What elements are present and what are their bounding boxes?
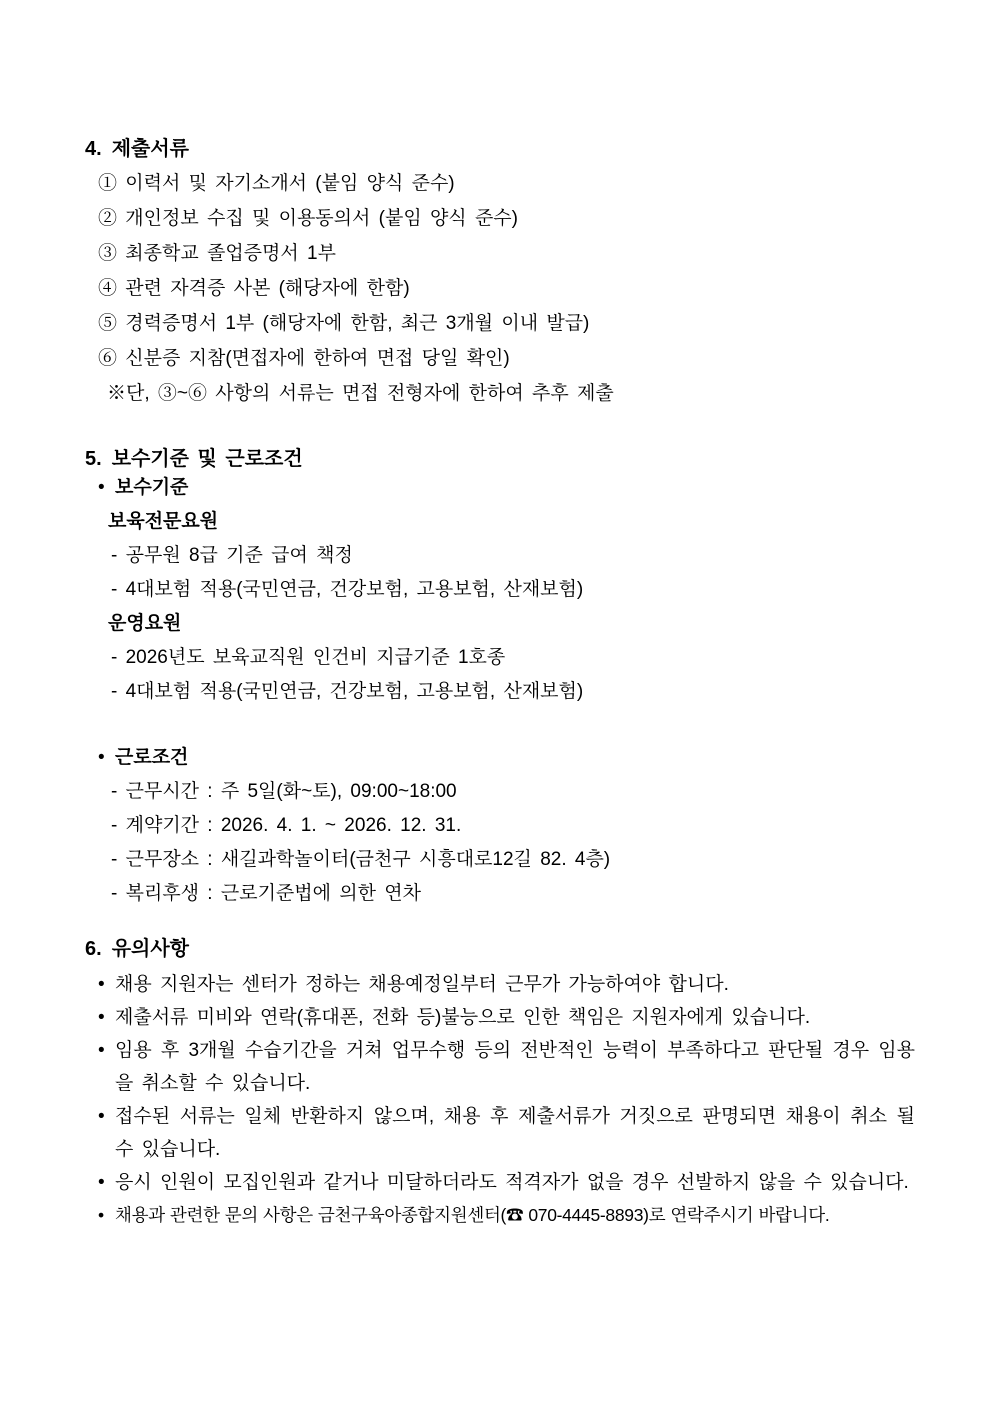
work-hours-line: - 근무시간 : 주 5일(화~토), 09:00~18:00 <box>111 781 457 802</box>
section-submission-documents <box>85 137 915 411</box>
document-item-3: ③ 최종학교 졸업증명서 1부 <box>98 243 336 264</box>
bullet-glyph: • <box>98 747 105 768</box>
operation-staff-subtitle: 운영요원 <box>108 613 182 634</box>
document-item-2: ② 개인정보 수집 및 이용동의서 (붙임 양식 준수) <box>98 208 518 229</box>
notes-list <box>85 968 915 1232</box>
work-location-line: - 근무장소 : 새길과학놀이터(금천구 시흥대로12길 82. 4층) <box>111 849 611 870</box>
bullet-glyph: • <box>98 1172 105 1193</box>
section-4-items <box>85 166 915 411</box>
pay-detail-line: - 공무원 8급 기준 급여 책정 <box>111 545 353 566</box>
note-item <box>85 1001 915 1034</box>
contract-period-line: - 계약기간 : 2026. 4. 1. ~ 2026. 12. 31. <box>111 815 462 836</box>
work-conditions-label: 근로조건 <box>115 747 189 768</box>
section-5-heading <box>85 447 915 471</box>
note-item <box>85 1166 915 1199</box>
bullet-glyph: • <box>98 477 105 498</box>
work-conditions-block <box>85 741 915 911</box>
note-text: 임용 후 3개월 수습기간을 거쳐 업무수행 등의 전반적인 능력이 부족하다고 판단될 경우 임용을 취소할 수 있습니다. <box>115 1040 915 1094</box>
section-4-title: 제출서류 <box>111 138 189 160</box>
note-text: 제출서류 미비와 연락(휴대폰, 전화 등)불능으로 인한 책임은 지원자에게 있습니다. <box>115 1007 811 1028</box>
section-6-number: 6. <box>85 938 102 960</box>
pay-detail-line: - 4대보험 적용(국민연금, 건강보험, 고용보험, 산재보험) <box>111 579 584 600</box>
note-item <box>85 1100 915 1166</box>
section-5-number: 5. <box>85 448 102 470</box>
section-6-heading <box>85 937 915 961</box>
bullet-glyph: • <box>98 1040 105 1061</box>
contact-note-text: 채용과 관련한 문의 사항은 금천구육아종합지원센터(☎ 070-4445-8893)로 연락주시기 바랍니다. <box>115 1205 830 1225</box>
note-item <box>85 968 915 1001</box>
note-item <box>85 1034 915 1100</box>
work-conditions-heading <box>85 741 915 775</box>
section-notes <box>85 937 915 1232</box>
document-item-4: ④ 관련 자격증 사본 (해당자에 한함) <box>98 278 410 299</box>
welfare-line: - 복리후생 : 근로기준법에 의한 연차 <box>111 883 421 904</box>
section-6-title: 유의사항 <box>111 938 189 960</box>
submission-note: ※단, ③~⑥ 사항의 서류는 면접 전형자에 한하여 추후 제출 <box>107 383 614 404</box>
document-item-6: ⑥ 신분증 지참(면접자에 한하여 면접 당일 확인) <box>98 348 510 369</box>
document-item-1: ① 이력서 및 자기소개서 (붙임 양식 준수) <box>98 173 455 194</box>
bullet-glyph: • <box>98 974 105 995</box>
note-text: 접수된 서류는 일체 반환하지 않으며, 채용 후 제출서류가 거짓으로 판명되면 채용이 취소 될 수 있습니다. <box>115 1106 915 1160</box>
section-4-heading <box>85 137 915 161</box>
note-text: 채용 지원자는 센터가 정하는 채용예정일부터 근무가 가능하여야 합니다. <box>115 974 729 995</box>
childcare-specialist-subtitle: 보육전문요원 <box>108 511 219 532</box>
section-pay-and-work-conditions <box>85 447 915 911</box>
bullet-glyph: • <box>98 1106 105 1127</box>
pay-standard-label: 보수기준 <box>115 477 189 498</box>
section-5-title: 보수기준 및 근로조건 <box>111 448 303 470</box>
document-item-5: ⑤ 경력증명서 1부 (해당자에 한함, 최근 3개월 이내 발급) <box>98 313 590 334</box>
bullet-glyph: • <box>98 1205 104 1225</box>
pay-detail-line: - 4대보험 적용(국민연금, 건강보험, 고용보험, 산재보험) <box>111 681 584 702</box>
bullet-glyph: • <box>98 1007 105 1028</box>
pay-standard-heading <box>85 471 915 505</box>
note-item-contact <box>85 1199 915 1232</box>
pay-detail-line: - 2026년도 보육교직원 인건비 지급기준 1호종 <box>111 647 506 668</box>
note-text: 응시 인원이 모집인원과 같거나 미달하더라도 적격자가 없을 경우 선발하지 않을 수 있습니다. <box>115 1172 909 1193</box>
section-4-number: 4. <box>85 138 102 160</box>
